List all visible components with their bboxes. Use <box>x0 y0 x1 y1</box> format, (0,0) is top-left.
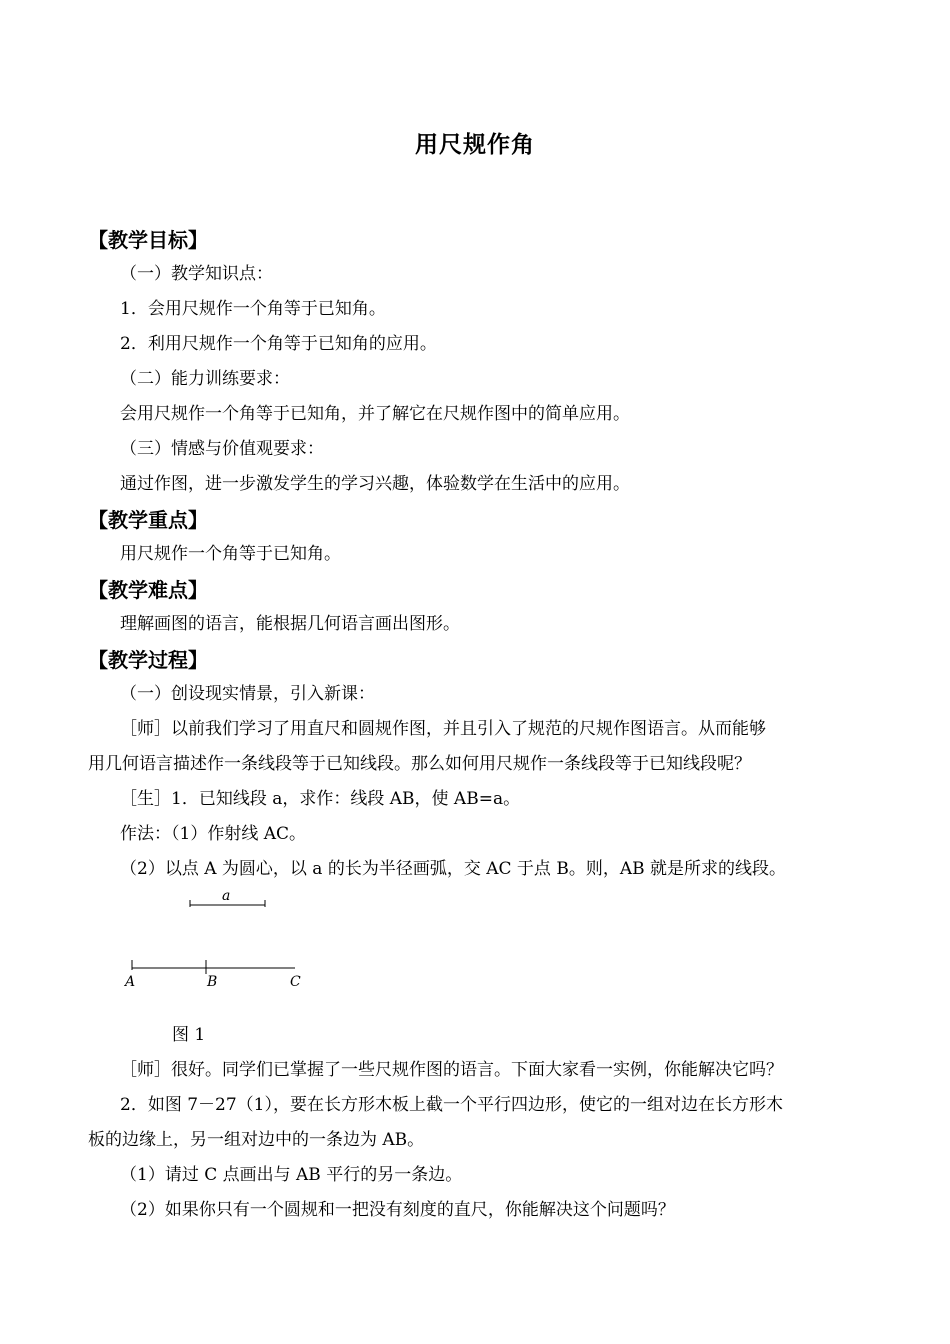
label-B: B <box>207 974 218 990</box>
goals-line: （二）能力训练要求： <box>120 369 290 389</box>
section-heading-process: 【教学过程】 <box>88 648 208 672</box>
figure-caption: 图 1 <box>172 1025 206 1045</box>
key-line: 用尺规作一个角等于已知角。 <box>120 544 341 564</box>
process-line: 作法：（1）作射线 AC。 <box>120 824 307 844</box>
process-line: （一）创设现实情景，引入新课： <box>120 684 375 704</box>
process-line: 2．如图 7－27（1），要在长方形木板上截一个平行四边形，使它的一组对边在长方形木 <box>120 1095 783 1115</box>
section-heading-key: 【教学重点】 <box>88 508 208 532</box>
process-line: （2）如果你只有一个圆规和一把没有刻度的直尺，你能解决这个问题吗？ <box>120 1200 675 1220</box>
label-A: A <box>125 974 136 990</box>
goals-line: （一）教学知识点： <box>120 264 273 284</box>
section-heading-goals: 【教学目标】 <box>88 228 208 252</box>
goals-line: 1．会用尺规作一个角等于已知角。 <box>120 299 386 319</box>
process-line: （2）以点 A 为圆心，以 a 的长为半径画弧，交 AC 于点 B。则，AB 就是所求的线段。 <box>120 859 787 879</box>
difficulty-line: 理解画图的语言，能根据几何语言画出图形。 <box>120 614 460 634</box>
segment-figure <box>110 880 330 995</box>
label-C: C <box>290 974 301 990</box>
goals-line: 通过作图，进一步激发学生的学习兴趣，体验数学在生活中的应用。 <box>120 474 630 494</box>
process-line: （1）请过 C 点画出与 AB 平行的另一条边。 <box>120 1165 463 1185</box>
process-line: ［生］1．已知线段 a，求作：线段 AB，使 AB=a。 <box>120 789 521 809</box>
process-line: ［师］以前我们学习了用直尺和圆规作图，并且引入了规范的尺规作图语言。从而能够 <box>120 719 766 739</box>
process-line: ［师］很好。同学们已掌握了一些尺规作图的语言。下面大家看一实例，你能解决它吗？ <box>120 1060 783 1080</box>
goals-line: 2．利用尺规作一个角等于已知角的应用。 <box>120 334 437 354</box>
process-line: 用几何语言描述作一条线段等于已知线段。那么如何用尺规作一条线段等于已知线段呢？ <box>88 754 751 774</box>
page-title: 用尺规作角 <box>415 132 535 158</box>
process-line: 板的边缘上，另一组对边中的一条边为 AB。 <box>88 1130 425 1150</box>
goals-line: 会用尺规作一个角等于已知角，并了解它在尺规作图中的简单应用。 <box>120 404 630 424</box>
label-a: a <box>222 888 231 904</box>
section-heading-difficulty: 【教学难点】 <box>88 578 208 602</box>
goals-line: （三）情感与价值观要求： <box>120 439 324 459</box>
